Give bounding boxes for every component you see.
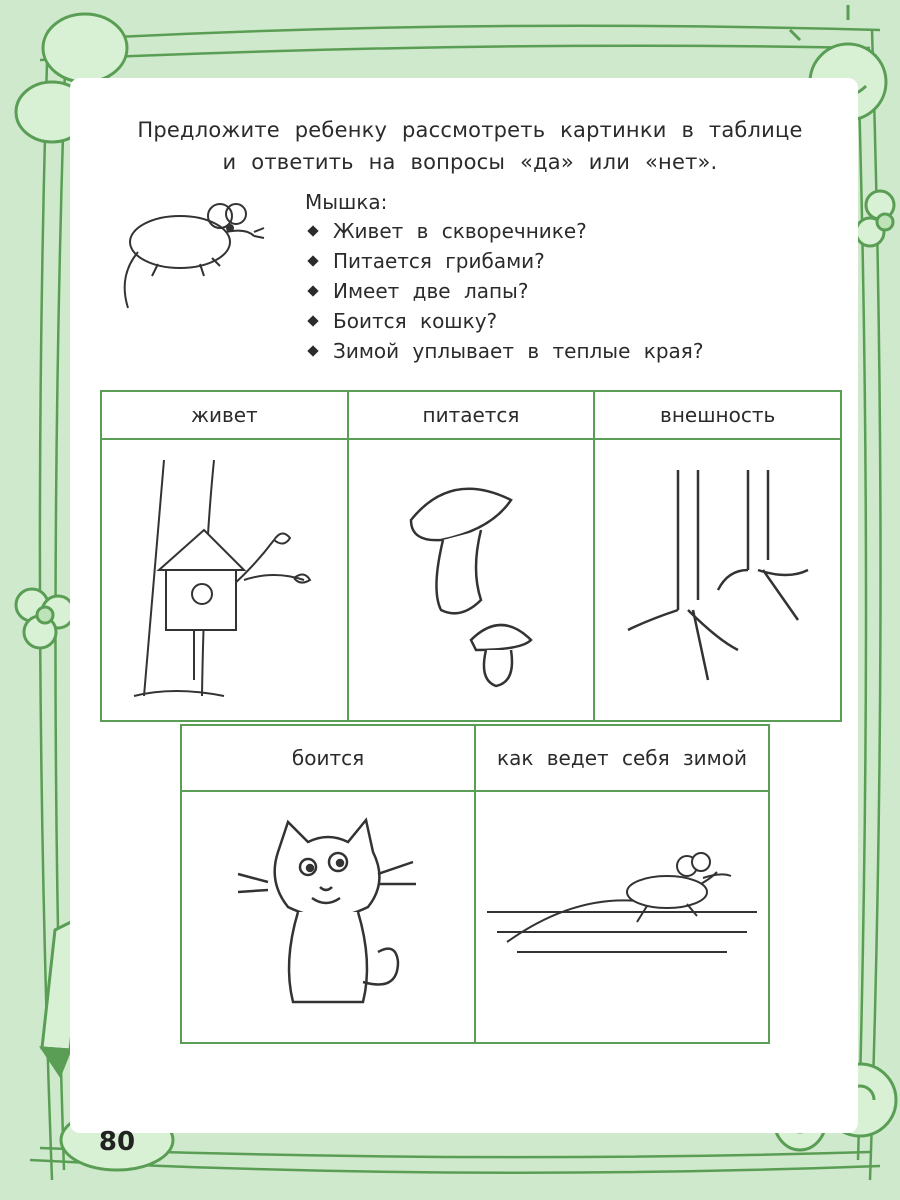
list-item	[305, 246, 703, 276]
habitat-table-top	[100, 390, 842, 722]
image-cell-birdhouse	[101, 439, 348, 721]
list-item	[305, 276, 703, 306]
mouse-questions-title: Мышка:	[305, 190, 388, 214]
bird-feet-icon	[618, 460, 818, 700]
table-header-fears: боится	[181, 725, 475, 791]
question-list	[305, 216, 703, 366]
instruction-line-2: и ответить на вопросы «да» или «нет».	[222, 150, 718, 174]
page-number: 80	[98, 1127, 136, 1157]
mouse-icon	[108, 196, 268, 312]
diamond-bullet-icon	[307, 225, 318, 236]
question-text: Зимой уплывает в теплые края?	[333, 339, 704, 363]
table-header-eats: питается	[348, 391, 595, 439]
mushroom-icon	[371, 460, 571, 700]
image-cell-swimming-mouse	[475, 791, 769, 1043]
diamond-bullet-icon	[307, 315, 318, 326]
image-cell-bird-feet	[594, 439, 841, 721]
table-header-lives: живет	[101, 391, 348, 439]
behavior-table-bottom	[180, 724, 770, 1044]
diamond-bullet-icon	[307, 255, 318, 266]
question-text: Имеет две лапы?	[333, 279, 529, 303]
birdhouse-tree-icon	[124, 460, 324, 700]
table-header-winter-behavior: как ведет себя зимой	[475, 725, 769, 791]
mouse-questions	[305, 188, 703, 366]
image-cell-mushrooms	[348, 439, 595, 721]
list-item	[305, 216, 703, 246]
swimming-mouse-icon	[477, 812, 767, 1022]
flower-icon	[16, 589, 74, 648]
cat-icon	[228, 812, 428, 1022]
question-text: Питается грибами?	[333, 249, 545, 273]
table-header-appearance: внешность	[594, 391, 841, 439]
list-item	[305, 336, 703, 366]
list-item	[305, 306, 703, 336]
image-cell-cat	[181, 791, 475, 1043]
diamond-bullet-icon	[307, 345, 318, 356]
question-text: Боится кошку?	[333, 309, 498, 333]
instruction-line-1: Предложите ребенку рассмотреть картинки в таблице	[137, 118, 803, 142]
diamond-bullet-icon	[307, 285, 318, 296]
question-text: Живет в скворечнике?	[333, 219, 587, 243]
